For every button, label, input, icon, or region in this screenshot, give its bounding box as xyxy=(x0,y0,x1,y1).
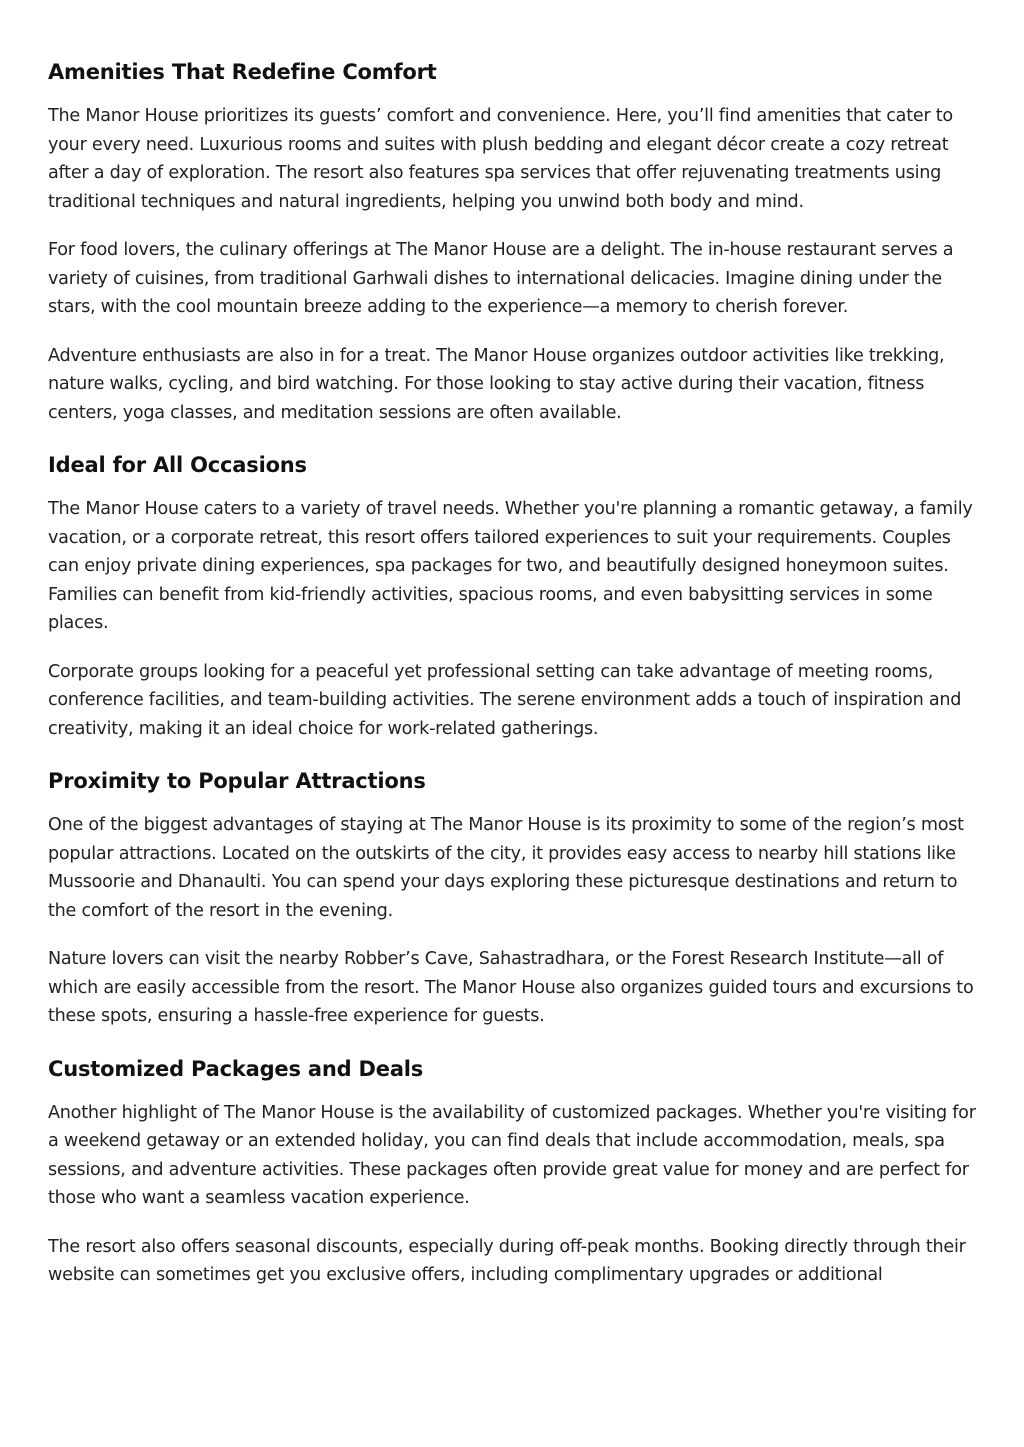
document-page xyxy=(48,54,978,1310)
paragraph: Corporate groups looking for a peaceful yet professional setting can take advantage of meeting rooms, conference facilities, and team-building activities. The serene environment adds a touch of inspiration and creativity, making it an ideal choice for work-related gatherings. xyxy=(48,661,962,739)
paragraph: Adventure enthusiasts are also in for a treat. The Manor House organizes outdoor activities like trekking, nature walks, cycling, and bird watching. For those looking to stay active during their vacation, fitness centers, yoga classes, and meditation sessions are often available. xyxy=(48,345,945,423)
paragraph: The resort also offers seasonal discounts, especially during off-peak months. Booking directly through their website can sometimes get you exclusive offers, including complimentary upgrades or additional xyxy=(48,1236,966,1285)
paragraph: One of the biggest advantages of staying at The Manor House is its proximity to some of the region’s most popular attractions. Located on the outskirts of the city, it provides easy access to nearby hill stations like Mussoorie and Dhanaulti. You can spend your days exploring these picturesque destinations and return to the comfort of the resort in the evening. xyxy=(48,815,964,921)
section-heading: Ideal for All Occasions xyxy=(48,453,307,477)
section-packages xyxy=(48,1051,978,1290)
section-heading: Amenities That Redefine Comfort xyxy=(48,60,437,84)
paragraph: The Manor House prioritizes its guests’ comfort and convenience. Here, you’ll find amenities that cater to your every need. Luxurious rooms and suites with plush bedding and elegant décor create a cozy retreat after a day of exploration. The resort also features spa services that offer rejuvenating treatments using traditional techniques and natural ingredients, helping you unwind both body and mind. xyxy=(48,106,953,212)
section-amenities xyxy=(48,54,978,427)
paragraph: Nature lovers can visit the nearby Robber’s Cave, Sahastradhara, or the Forest Research Institute—all of which are easily accessible from the resort. The Manor House also organizes guided tours and excursions to these spots, ensuring a hassle-free experience for guests. xyxy=(48,949,974,1026)
section-heading: Customized Packages and Deals xyxy=(48,1056,424,1081)
section-heading: Proximity to Popular Attractions xyxy=(48,769,426,793)
section-occasions xyxy=(48,447,978,743)
section-attractions xyxy=(48,763,978,1031)
paragraph: For food lovers, the culinary offerings at The Manor House are a delight. The in-house restaurant serves a variety of cuisines, from traditional Garhwali dishes to international delicacies. Imagine dining under the stars, with the cool mountain breeze adding to the experience—a memory to cherish forever. xyxy=(48,240,954,317)
paragraph: Another highlight of The Manor House is the availability of customized packages. Whether you're visiting for a weekend getaway or an extended holiday, you can find deals that include accommodation, meals, spa sessions, and adventure activities. These packages often provide great value for money and are perfect for those who want a seamless vacation experience. xyxy=(48,1102,976,1208)
paragraph: The Manor House caters to a variety of travel needs. Whether you're planning a romantic getaway, a family vacation, or a corporate retreat, this resort offers tailored experiences to suit your requirements. Couples can enjoy private dining experiences, spa packages for two, and beautifully designed honeymoon suites. Families can benefit from kid-friendly activities, spacious rooms, and even babysitting services in some places. xyxy=(48,499,973,633)
